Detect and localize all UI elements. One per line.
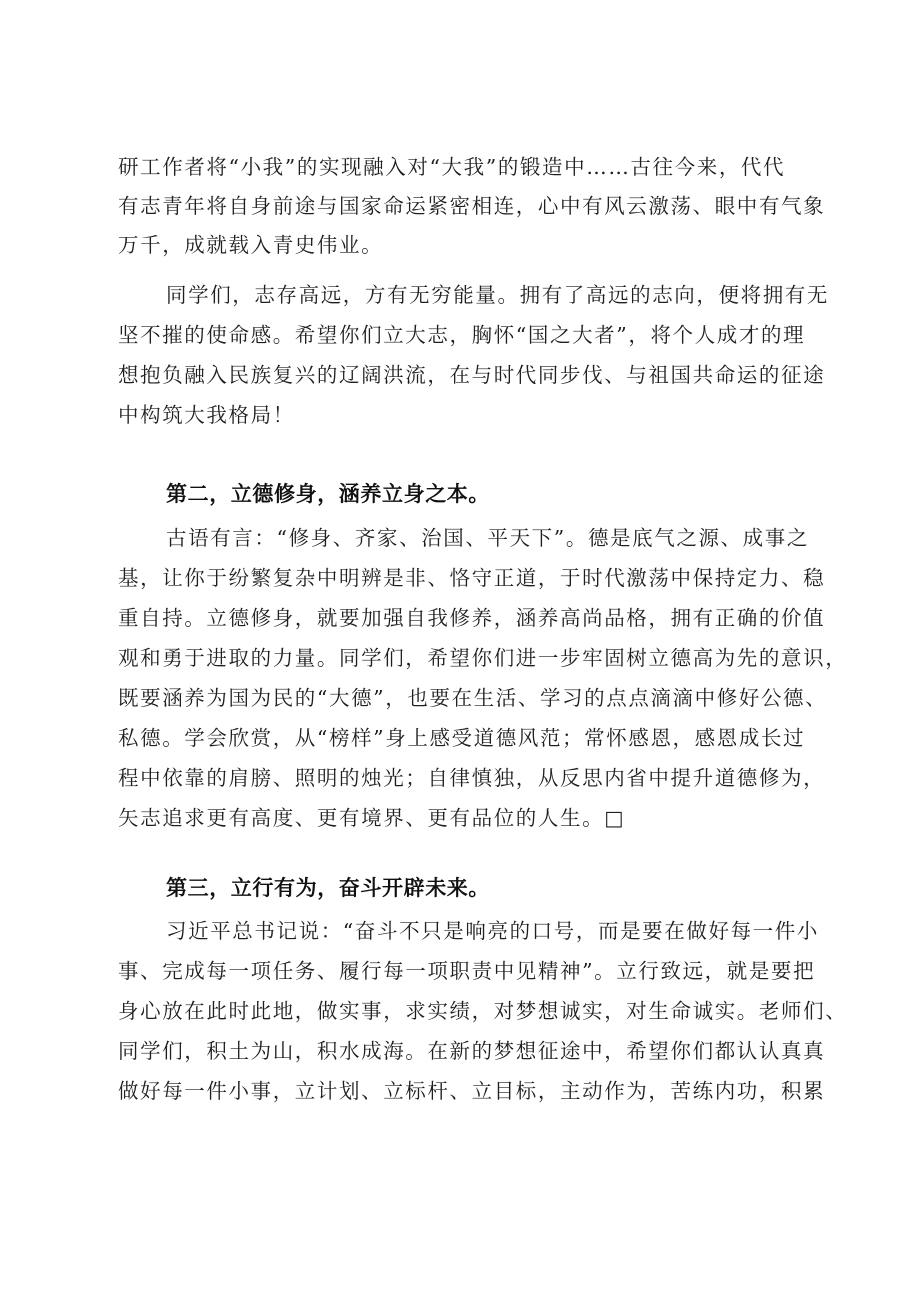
paragraph-line: 做好每一件小事，立计划、立标杆、立目标，主动作为，苦练内功，积累 xyxy=(118,1079,826,1103)
section-heading: 第二，立德修身，涵养立身之本。 xyxy=(166,482,490,506)
paragraph-line: 身心放在此时此地，做实事，求实绩，对梦想诚实，对生命诚实。老师们、 xyxy=(118,999,848,1023)
paragraph-line: 万千，成就载入青史伟业。 xyxy=(118,233,384,257)
paragraph-line: 古语有言：“修身、齐家、治国、平天下”。德是底气之源、成事之 xyxy=(166,526,809,550)
paragraph-line: 事、完成每一项任务、履行每一项职责中见精神”。立行致远，就是要把 xyxy=(118,959,816,983)
paragraph-line: 习近平总书记说：“奋斗不只是响亮的口号，而是要在做好每一件小 xyxy=(166,919,819,943)
paragraph-line: 观和勇于进取的力量。同学们，希望你们进一步牢固树立德高为先的意识， xyxy=(118,646,848,670)
paragraph-line: 私德。学会欣赏，从“榜样”身上感受道德风范；常怀感恩，感恩成长过 xyxy=(118,726,806,750)
paragraph-line: 研工作者将“小我”的实现融入对“大我”的锻造中……古往今来，代代 xyxy=(118,155,786,179)
paragraph-line: 重自持。立德修身，就要加强自我修养，涵养高尚品格，拥有正确的价值 xyxy=(118,606,826,630)
paragraph-line: 中构筑大我格局！ xyxy=(118,403,295,427)
paragraph-line: 程中依靠的肩膀、照明的烛光；自律慎独，从反思内省中提升道德修为， xyxy=(118,766,826,790)
paragraph-line: 有志青年将自身前途与国家命运紧密相连，心中有风云激荡、眼中有气象 xyxy=(118,194,826,218)
paragraph-line: 矢志追求更有高度、更有境界、更有品位的人生。□ xyxy=(118,806,626,830)
paragraph-line: 同学们，积土为山，积水成海。在新的梦想征途中，希望你们都认认真真 xyxy=(118,1039,826,1063)
paragraph-line: 基，让你于纷繁复杂中明辨是非、恪守正道，于时代激荡中保持定力、稳 xyxy=(118,566,826,590)
paragraph-line: 同学们，志存高远，方有无穷能量。拥有了高远的志向，便将拥有无 xyxy=(166,283,829,307)
paragraph-line: 想抱负融入民族复兴的辽阔洪流，在与时代同步伐、与祖国共命运的征途 xyxy=(118,363,826,387)
section-heading: 第三，立行有为，奋斗开辟未来。 xyxy=(166,876,490,900)
paragraph-line: 既要涵养为国为民的“大德”，也要在生活、学习的点点滴滴中修好公德、 xyxy=(118,686,828,710)
paragraph-line: 坚不摧的使命感。希望你们立大志，胸怀“国之大者”，将个人成才的理 xyxy=(118,323,806,347)
